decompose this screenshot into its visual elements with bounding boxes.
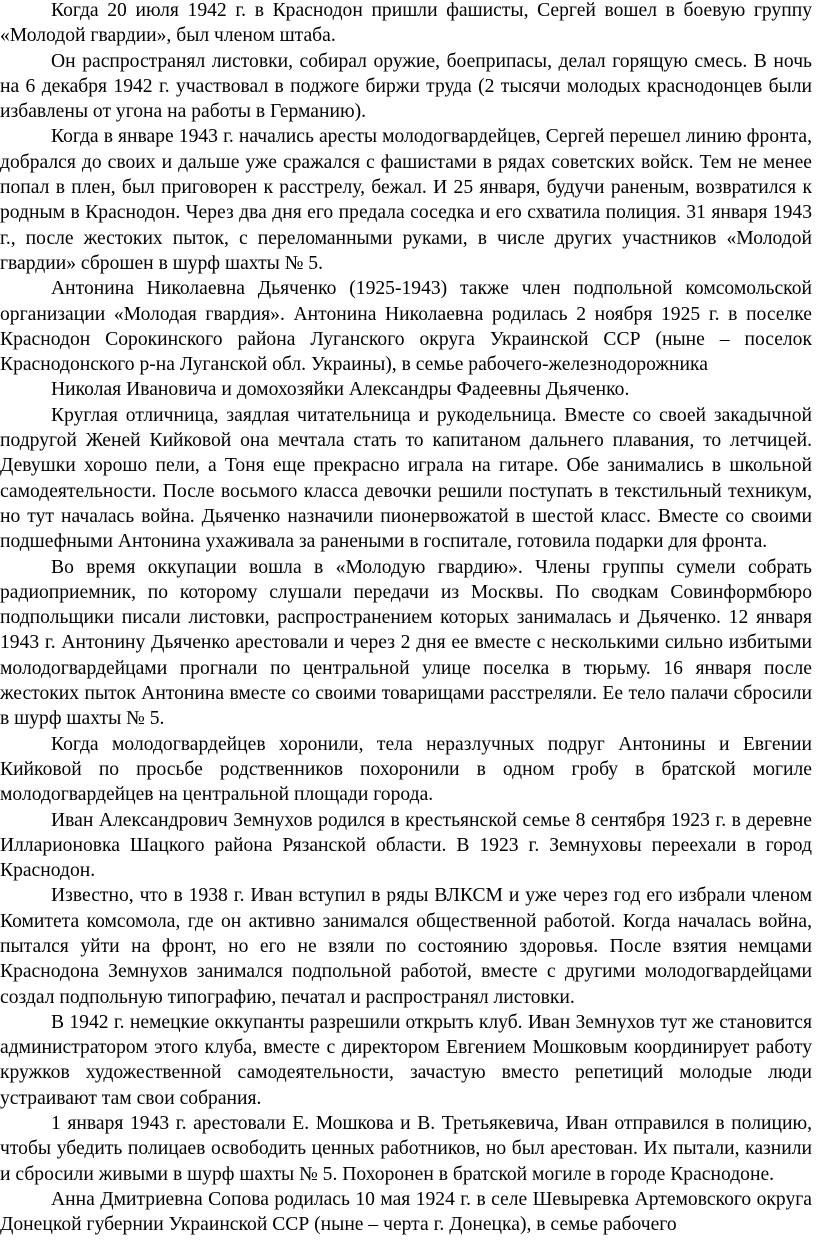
paragraph-13: Анна Дмитриевна Сопова родилась 10 мая 1924 г. в селе Шевыревка Артемовского округа Донецкой губернии Украинской ССР (ныне – черта г. Донецка), в семье рабочего xyxy=(0,1188,812,1236)
paragraph-6: Круглая отличница, заядлая читательница и рукодельница. Вместе со своей закадычной подругой Женей Кийковой она мечтала стать то капитаном дальнего плавания, то летчицей. Девушки хорошо пели, а Тоня еще прекрасно играла на гитаре. Обе занимались в школьной самодеятельности. После восьмого класса девочки решили поступать в текстильный техникум, но тут началась война. Дьяченко назначили пионервожатой в шестой класс. Вместе со своими подшефными Антонина ухаживала за ранеными в госпитале, готовила подарки для фронта. xyxy=(0,404,812,553)
paragraph-9: Иван Александрович Земнухов родился в крестьянской семье 8 сентября 1923 г. в деревне Илларионовка Шацкого района Рязанской области. В 1923 г. Земнуховы переехали в город Краснодон. xyxy=(0,809,812,882)
paragraph-4: Антонина Николаевна Дьяченко (1925-1943) также член подпольной комсомольской организации «Молодая гвардия». Антонина Николаевна родилась 2 ноября 1925 г. в поселке Краснодон Сорокинского района Луганского округа Украинской ССР (ныне – поселок Краснодонского р-на Луганской обл. Украины), в семье рабочего-железнодорожника xyxy=(0,278,812,376)
paragraph-10: Известно, что в 1938 г. Иван вступил в ряды ВЛКСМ и уже через год его избрали членом Комитета комсомола, где он активно занимался общественной работой. Когда началась война, пытался уйти на фронт, но его не взяли по состоянию здоровья. После взятия немцами Краснодона Земнухов занимался подпольной работой, вместе с другими молодогвардейцами создал подпольную типографию, печатал и распространял листовки. xyxy=(0,885,812,1008)
paragraph-12: 1 января 1943 г. арестовали Е. Мошкова и В. Третьякевича, Иван отправился в полицию, чтобы убедить полицаев освободить ценных работников, но был арестован. Их пытали, казнили и сбросили живыми в шурф шахты № 5. Похоронен в братской могиле в городе Краснодоне. xyxy=(0,1113,812,1185)
paragraph-3: Когда в январе 1943 г. начались аресты молодогвардейцев, Сергей перешел линию фронта, добрался до своих и дальше уже сражался с фашистами в рядах советских войск. Тем не менее попал в плен, был приговорен к расстрелу, бежал. И 25 января, будучи раненым, возвратился к родным в Краснодон. Через два дня его предала соседка и его схватила полиция. 31 января 1943 г., после жестоких пыток, с переломанными руками, в числе других участников «Молодой гвардии» сброшен в шурф шахты № 5. xyxy=(0,126,812,274)
paragraph-5: Николая Ивановича и домохозяйки Александры Фадеевны Дьяченко. xyxy=(51,379,630,401)
paragraph-2: Он распространял листовки, собирал оружие, боеприпасы, делал горящую смесь. В ночь на 6 декабря 1942 г. участвовал в поджоге биржи труда (2 тысячи молодых краснодонцев были избавлены от угона на работы в Германию). xyxy=(0,50,812,123)
paragraph-11: В 1942 г. немецкие оккупанты разрешили открыть клуб. Иван Земнухов тут же становится администратором этого клуба, вместе с директором Евгением Мошковым координирует работу кружков художественной самодеятельности, зачастую вместо репетиций молодые люди устраивают там свои собрания. xyxy=(0,1011,812,1109)
paragraph-8: Когда молодогвардейцев хоронили, тела неразлучных подруг Антонины и Евгении Кийковой по просьбе родственников похоронили в одном гробу в братской могиле молодогвардейцев на центральной площади города. xyxy=(0,733,812,806)
paragraph-1: Когда 20 июля 1942 г. в Краснодон пришли фашисты, Сергей вошел в боевую группу «Молодой гвардии», был членом штаба. xyxy=(0,0,812,47)
paragraph-7: Во время оккупации вошла в «Молодую гвардию». Члены группы сумели собрать радиоприемник, по которому слушали передачи из Москвы. По сводкам Совинформбюро подпольщики писали листовки, распространением которых занималась и Дьяченко. 12 января 1943 г. Антонину Дьяченко арестовали и через 2 дня ее вместе с несколькими сильно избитыми молодогвардейцами прогнали по центральной улице поселка в тюрьму. 16 января после жестоких пыток Антонина вместе со своими товарищами расстреляли. Ее тело палачи сбросили в шурф шахты № 5. xyxy=(0,556,812,730)
